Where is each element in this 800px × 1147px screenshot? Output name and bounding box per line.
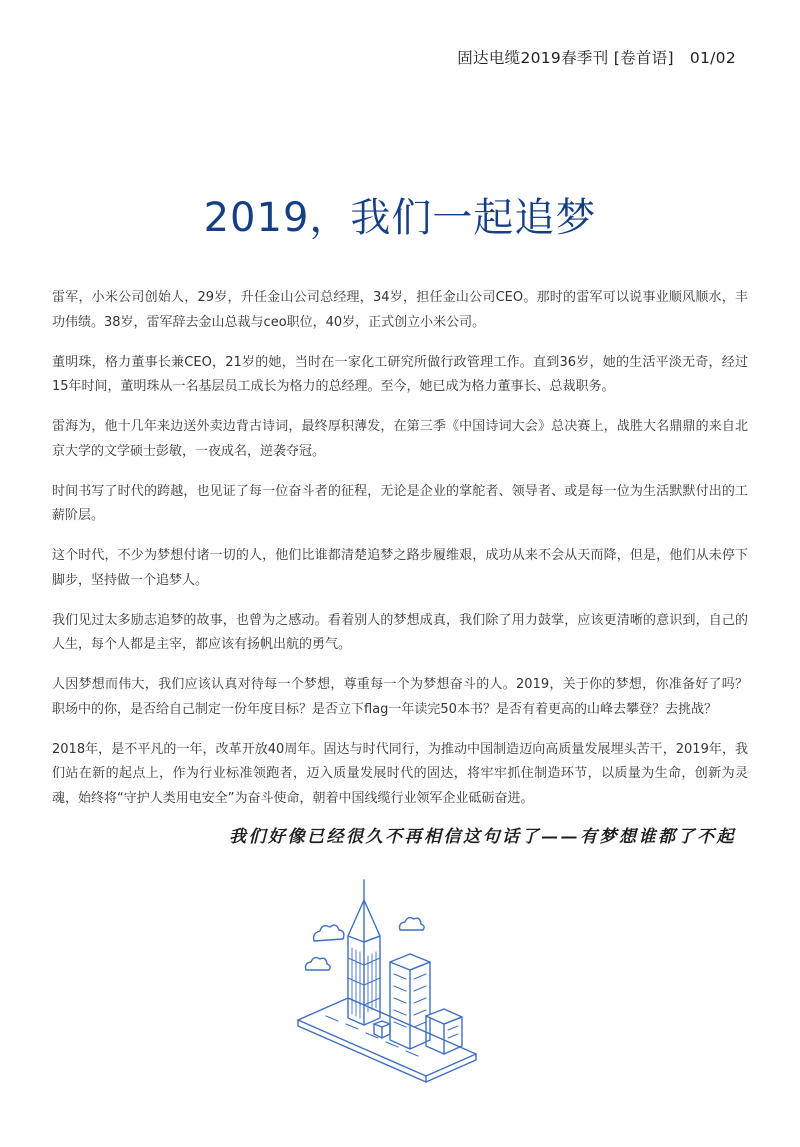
office-building	[390, 954, 430, 1049]
city-buildings-illustration	[286, 878, 526, 1088]
closing-quote: 我们好像已经很久不再相信这句话了——有梦想谁都了不起	[229, 827, 736, 847]
low-building	[426, 1009, 462, 1054]
page-number: 01/02	[689, 49, 736, 67]
cloud-icon	[306, 958, 331, 970]
cloud-icon	[314, 925, 344, 941]
paragraph: 人因梦想而伟大，我们应该认真对待每一个梦想，尊重每一个为梦想奋斗的人。2019，关于你的梦想，你准备好了吗？职场中的你，是否给自己制定一份年度目标？是否立下flag一年读完50本书？是否有着更高的山峰去攀登？去挑战？	[52, 677, 748, 717]
tower-building	[348, 880, 380, 1025]
paragraph: 雷海为，他十几年来边送外卖边背古诗词，最终厚积薄发，在第三季《中国诗词大会》总决赛上，战胜大名鼎鼎的来自北京大学的文学硕士彭敏，一夜成名，逆袭夺冠。	[52, 419, 748, 459]
page-header	[457, 46, 736, 68]
paragraph: 2018年，是不平凡的一年，改革开放40周年。固达与时代同行，为推动中国制造迈向高质量发展埋头苦干，2019年，我们站在新的起点上，作为行业标准领跑者，迈入质量发展时代的固达，将牢牢抓住制造环节，以质量为生命，创新为灵魂，始终将“守护人类用电安全”为奋斗使命，朝着中国线缆行业领军企业砥砺奋进。	[52, 741, 748, 806]
publication-name: 固达电缆2019春季刊 [卷首语]	[457, 49, 674, 67]
paragraph: 时间书写了时代的跨越，也见证了每一位奋斗者的征程，无论是企业的掌舵者、领导者、或是每一位为生活默默付出的工薪阶层。	[52, 483, 748, 523]
cloud-icon	[400, 918, 425, 930]
paragraph: 这个时代，不少为梦想付诸一切的人，他们比谁都清楚追梦之路步履维艰，成功从来不会从天而降，但是，他们从未停下脚步，坚持做一个追梦人。	[52, 548, 748, 588]
paragraph: 董明珠，格力董事长兼CEO，21岁的她，当时在一家化工研究所做行政管理工作。直到36岁，她的生活平淡无奇，经过15年时间，董明珠从一名基层员工成长为格力的总经理。至今，她已成为格力董事长、总裁职务。	[52, 354, 748, 394]
paragraph: 我们见过太多励志追梦的故事，也曾为之感动。看着别人的梦想成真，我们除了用力鼓掌，应该更清晰的意识到，自己的人生，每个人都是主宰，都应该有扬帆出航的勇气。	[52, 612, 748, 652]
article-body	[52, 286, 748, 827]
paragraph: 雷军，小米公司创始人，29岁，升任金山公司总经理，34岁，担任金山公司CEO。那时的雷军可以说事业顺风顺水，丰功伟绩。38岁，雷军辞去金山总裁与ceo职位，40岁，正式创立小米公司。	[52, 290, 748, 330]
article-title: 2019，我们一起追梦	[203, 195, 597, 241]
small-kiosk	[374, 1021, 390, 1038]
